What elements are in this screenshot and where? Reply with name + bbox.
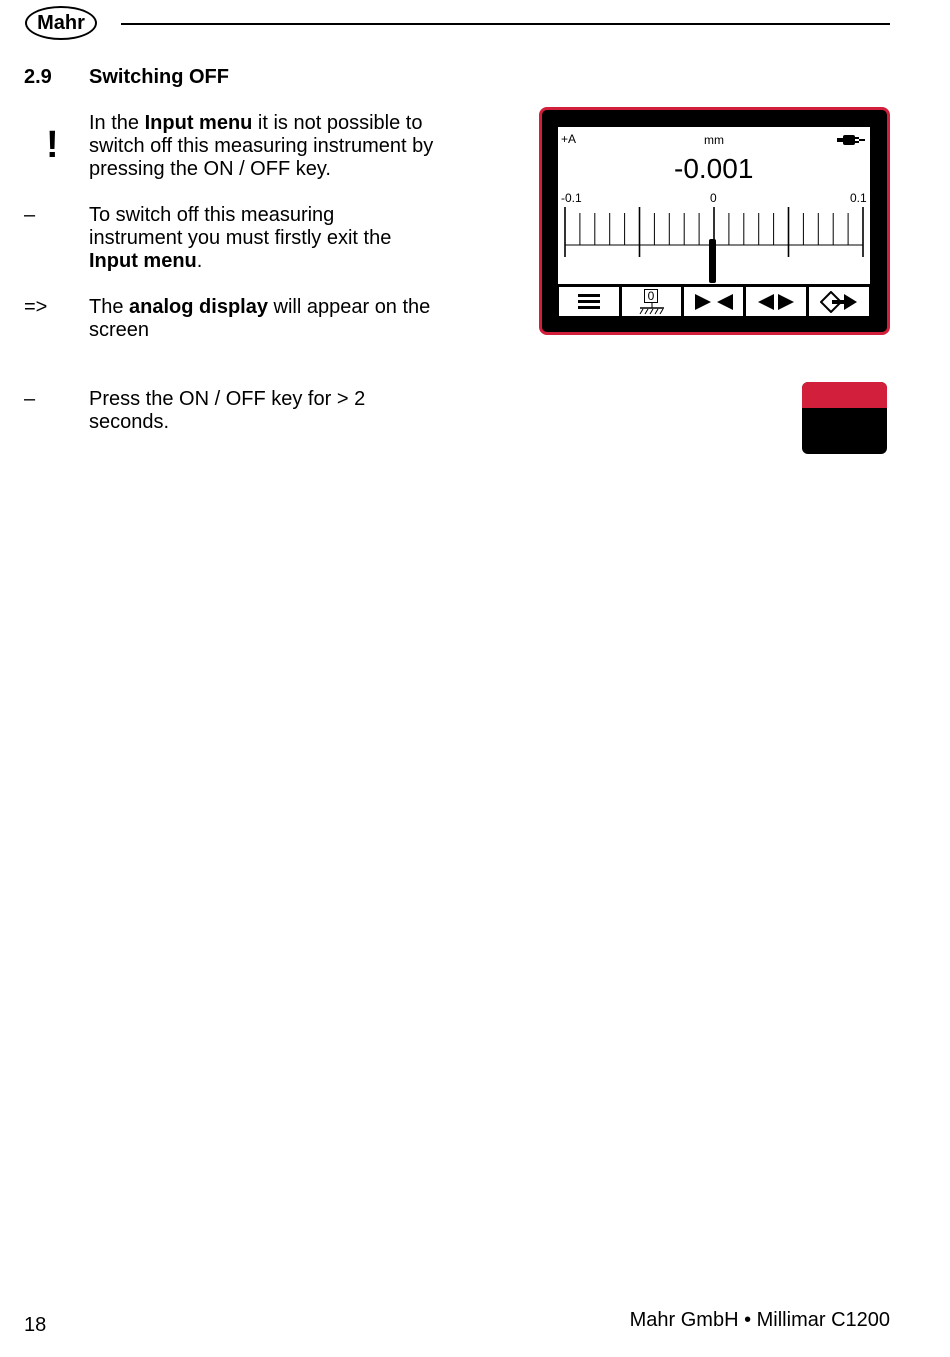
text-run: . bbox=[196, 250, 203, 272]
on-off-key[interactable] bbox=[802, 382, 887, 454]
channel-label: +A bbox=[561, 132, 577, 146]
footer-text: Mahr GmbH • Millimar C1200 bbox=[629, 1309, 890, 1331]
header-rule bbox=[121, 23, 890, 25]
section-number: 2.9 bbox=[24, 66, 52, 88]
softkey-bar bbox=[558, 284, 870, 317]
zero-softkey[interactable] bbox=[622, 287, 681, 316]
instrument-screen bbox=[558, 127, 870, 317]
exit-arrow-icon bbox=[820, 291, 858, 313]
scale-mid-label: 0 bbox=[710, 191, 717, 205]
warning-paragraph bbox=[89, 112, 449, 181]
on-off-key-red-band bbox=[802, 382, 887, 408]
scale-max-label: 0.1 bbox=[850, 191, 867, 205]
analog-scale bbox=[558, 205, 870, 287]
dash-marker: – bbox=[24, 204, 36, 226]
menu-icon bbox=[578, 294, 600, 310]
scale-min-label: -0.1 bbox=[561, 191, 582, 205]
warning-icon: ! bbox=[46, 124, 59, 166]
outward-arrows-softkey[interactable] bbox=[746, 287, 806, 316]
outward-arrows-icon bbox=[757, 293, 795, 311]
text-run-bold: Input menu bbox=[89, 250, 197, 272]
menu-softkey[interactable] bbox=[559, 287, 619, 316]
unit-label: mm bbox=[704, 133, 724, 147]
mahr-logo: Mahr bbox=[25, 6, 97, 40]
text-run: will appear on the screen bbox=[89, 296, 431, 341]
zero-button-label: 0 bbox=[644, 289, 658, 303]
result-paragraph bbox=[89, 296, 434, 342]
exit-softkey[interactable] bbox=[809, 287, 869, 316]
ground-icon bbox=[638, 303, 666, 315]
dash-marker: – bbox=[24, 388, 36, 410]
instruction-paragraph bbox=[89, 204, 429, 273]
measurement-reading: -0.001 bbox=[674, 153, 754, 184]
text-run: To switch off this measuring instrument you must firstly exit the bbox=[89, 204, 392, 249]
inward-arrows-softkey[interactable] bbox=[684, 287, 743, 316]
text-run-bold: Input menu bbox=[144, 112, 253, 134]
text-run: it is not possible to switch off this measuring instrument by pressing the ON / OFF key. bbox=[89, 112, 434, 180]
inward-arrows-icon bbox=[695, 293, 733, 311]
text-run: In the bbox=[89, 112, 145, 134]
text-run-bold: analog display bbox=[129, 296, 268, 318]
section-title: Switching OFF bbox=[89, 66, 229, 88]
page-number: 18 bbox=[24, 1314, 47, 1336]
text-run: The bbox=[89, 296, 130, 318]
analog-needle bbox=[709, 239, 716, 283]
instruction-paragraph bbox=[89, 388, 389, 434]
result-marker: => bbox=[24, 296, 48, 318]
text-run: Press the ON / OFF key for > 2 seconds. bbox=[89, 388, 366, 433]
power-plug-icon bbox=[837, 133, 865, 152]
